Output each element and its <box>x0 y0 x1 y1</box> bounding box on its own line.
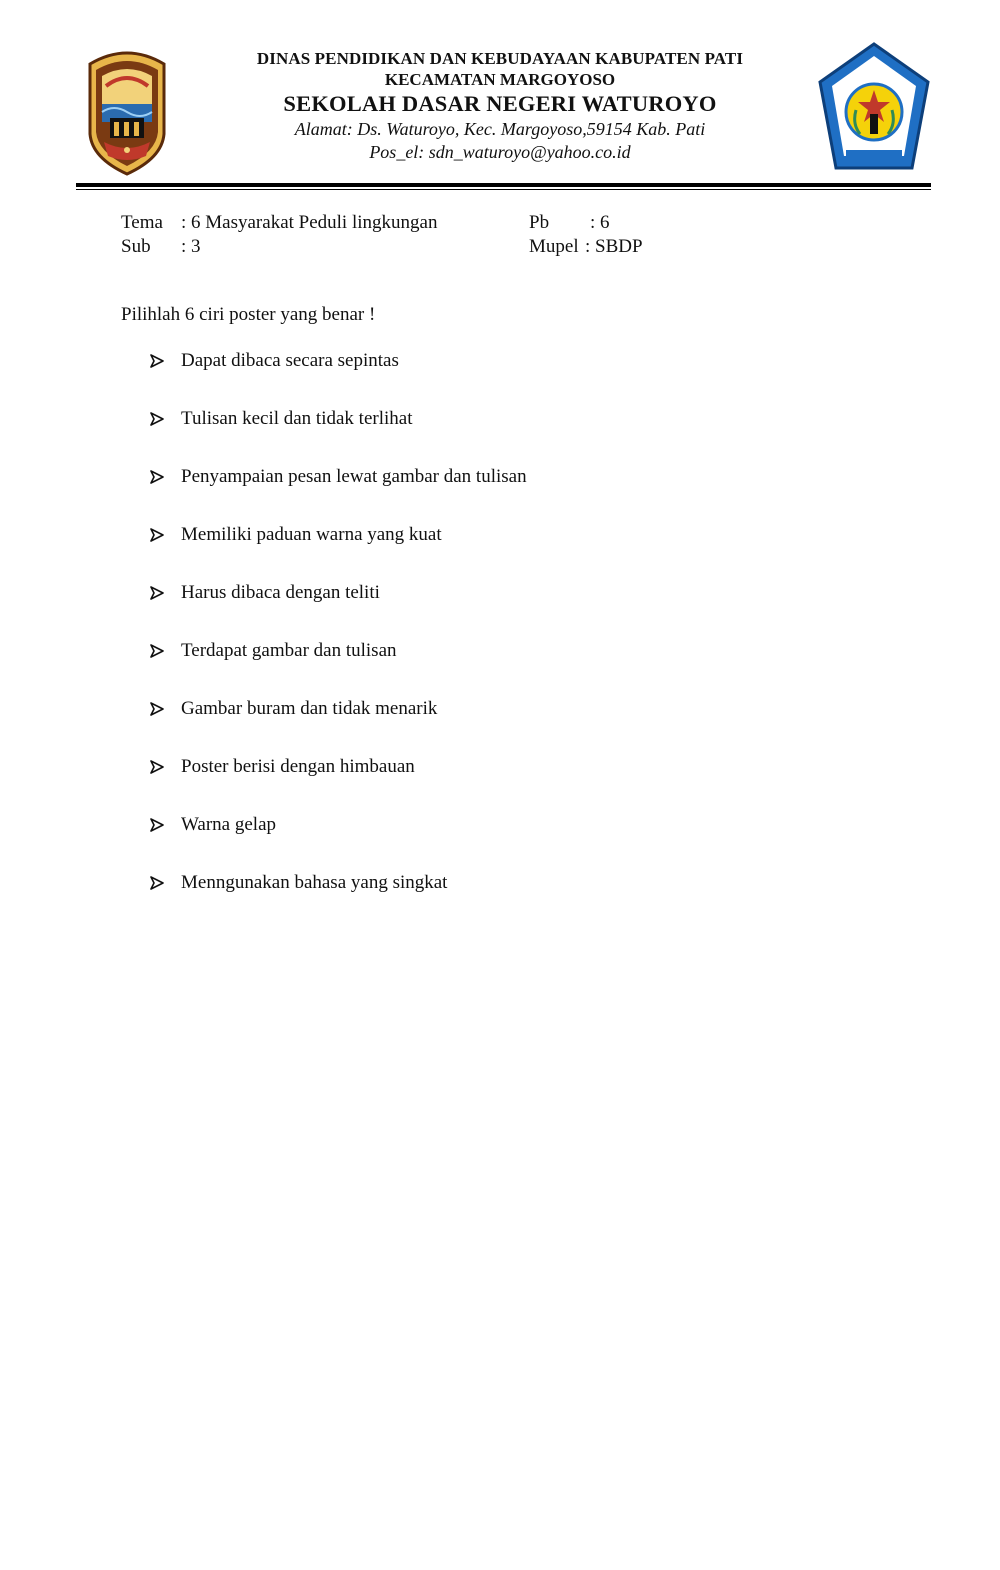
sub-value: : 3 <box>181 236 201 257</box>
pb-value: : 6 <box>590 212 610 233</box>
answer-option[interactable] <box>150 522 527 580</box>
arrow-bullet-icon <box>150 348 181 368</box>
answer-option[interactable] <box>150 348 527 406</box>
answer-option-text: Memiliki paduan warna yang kuat <box>181 524 442 545</box>
answer-option[interactable] <box>150 580 527 638</box>
answer-option-text: Tulisan kecil dan tidak terlihat <box>181 408 413 429</box>
sd-negeri-waturoyo-emblem <box>816 40 932 174</box>
answer-option[interactable] <box>150 406 527 464</box>
arrow-bullet-icon <box>150 522 181 542</box>
answer-option-text: Warna gelap <box>181 814 276 835</box>
arrow-bullet-icon <box>150 870 181 890</box>
pb-label: Pb <box>529 212 550 233</box>
school-address: Alamat: Ds. Waturoyo, Kec. Margoyoso,59154 Kab. Pati <box>294 119 706 139</box>
answer-option[interactable] <box>150 870 527 928</box>
school-email: Pos_el: sdn_waturoyo@yahoo.co.id <box>369 142 631 162</box>
mupel-label: Mupel <box>529 236 579 257</box>
answer-option-text: Harus dibaca dengan teliti <box>181 582 380 603</box>
tema-label: Tema <box>121 212 163 233</box>
letterhead <box>195 48 805 164</box>
arrow-bullet-icon <box>150 406 181 426</box>
question-instruction: Pilihlah 6 ciri poster yang benar ! <box>121 304 376 325</box>
letterhead-divider-thin <box>76 189 931 190</box>
answer-option-text: Dapat dibaca secara sepintas <box>181 350 399 371</box>
letterhead-divider-thick <box>76 183 931 187</box>
school-name: SEKOLAH DASAR NEGERI WATUROYO <box>283 91 717 116</box>
answer-option[interactable] <box>150 696 527 754</box>
arrow-bullet-icon <box>150 638 181 658</box>
agency-name: DINAS PENDIDIKAN DAN KEBUDAYAAN KABUPATEN PATI <box>256 49 744 68</box>
answer-option-text: Penyampaian pesan lewat gambar dan tulisan <box>181 466 527 487</box>
kabupaten-pati-emblem <box>84 46 170 176</box>
arrow-bullet-icon <box>150 754 181 774</box>
answer-options-list <box>150 348 527 928</box>
arrow-bullet-icon <box>150 696 181 716</box>
answer-option-text: Poster berisi dengan himbauan <box>181 756 415 777</box>
answer-option-text: Terdapat gambar dan tulisan <box>181 640 397 661</box>
arrow-bullet-icon <box>150 464 181 484</box>
tema-value: : 6 Masyarakat Peduli lingkungan <box>181 212 438 233</box>
sub-label: Sub <box>121 236 151 257</box>
district-name: KECAMATAN MARGOYOSO <box>384 70 616 89</box>
answer-option-text: Menngunakan bahasa yang singkat <box>181 872 448 893</box>
answer-option[interactable] <box>150 754 527 812</box>
answer-option-text: Gambar buram dan tidak menarik <box>181 698 438 719</box>
answer-option[interactable] <box>150 464 527 522</box>
arrow-bullet-icon <box>150 580 181 600</box>
mupel-value: : SBDP <box>585 236 643 257</box>
answer-option[interactable] <box>150 638 527 696</box>
arrow-bullet-icon <box>150 812 181 832</box>
answer-option[interactable] <box>150 812 527 870</box>
